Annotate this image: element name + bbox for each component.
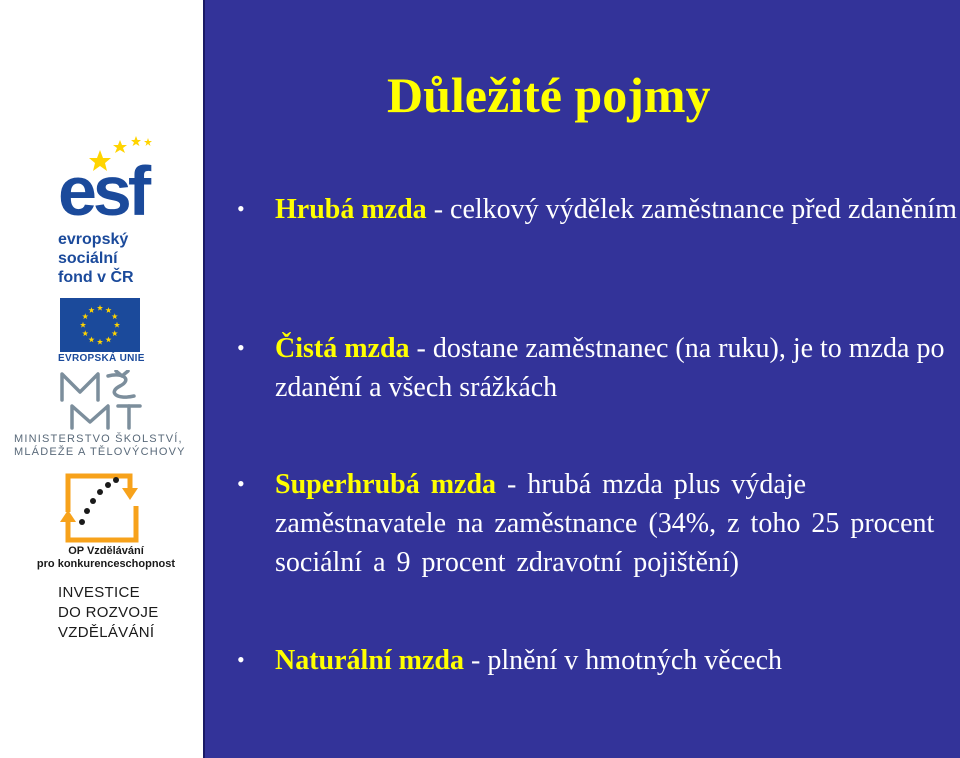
esf-caption <box>58 230 168 287</box>
op-line-1: OP Vzdělávání <box>68 545 144 557</box>
bullet-icon: • <box>237 647 245 672</box>
term-definition: - celkový výdělek zaměstnance před zdaněním <box>426 194 957 225</box>
slide-title: Důležité pojmy <box>387 67 711 123</box>
msmt-logo-icon <box>58 370 144 432</box>
term-definition: - hrubá mzda plus výdaje zaměstnavatele na zaměstnance (34%, z toho 25 procent sociální a 9 procent zdravotní pojištění) <box>275 469 935 579</box>
slide-content <box>207 0 960 758</box>
bullet-icon: • <box>237 335 245 360</box>
bullet-icon: • <box>237 471 245 496</box>
sidebar-logos <box>0 0 205 758</box>
invest-line-1: INVESTICE <box>58 584 140 601</box>
invest-line-2: DO ROZVOJE <box>58 604 159 621</box>
bullet-item <box>237 190 960 229</box>
esf-logo <box>58 136 168 287</box>
eu-flag-icon <box>60 298 140 352</box>
esf-line-2: sociální <box>58 250 118 267</box>
op-line-2: pro konkurenceschopnost <box>36 558 176 570</box>
term-label: Hrubá mzda <box>275 194 427 225</box>
esf-line-3: fond v ČR <box>58 269 134 286</box>
term-label: Čistá mzda <box>275 333 410 364</box>
eu-label: EVROPSKÁ UNIE <box>58 353 145 364</box>
invest-caption <box>58 583 159 643</box>
bullet-item <box>237 641 960 680</box>
msmt-line-1: MINISTERSTVO ŠKOLSTVÍ, <box>14 433 183 445</box>
term-label: Naturální mzda <box>275 645 464 676</box>
bullet-item <box>237 329 960 407</box>
esf-letters: esf <box>58 152 148 230</box>
invest-line-3: VZDĚLÁVÁNÍ <box>58 624 155 641</box>
msmt-line-2: MLÁDEŽE A TĚLOVÝCHOVY <box>14 446 186 458</box>
bullet-icon: • <box>237 196 245 221</box>
esf-line-1: evropský <box>58 231 129 248</box>
op-caption <box>26 545 186 571</box>
op-logo-icon <box>56 466 146 544</box>
term-definition: - dostane zaměstnanec (na ruku), je to mzda po zdanění a všech srážkách <box>275 333 945 404</box>
term-definition: - plnění v hmotných věcech <box>464 645 783 676</box>
term-label: Superhrubá mzda <box>275 469 497 500</box>
msmt-name <box>14 433 186 459</box>
bullet-item <box>237 465 960 583</box>
